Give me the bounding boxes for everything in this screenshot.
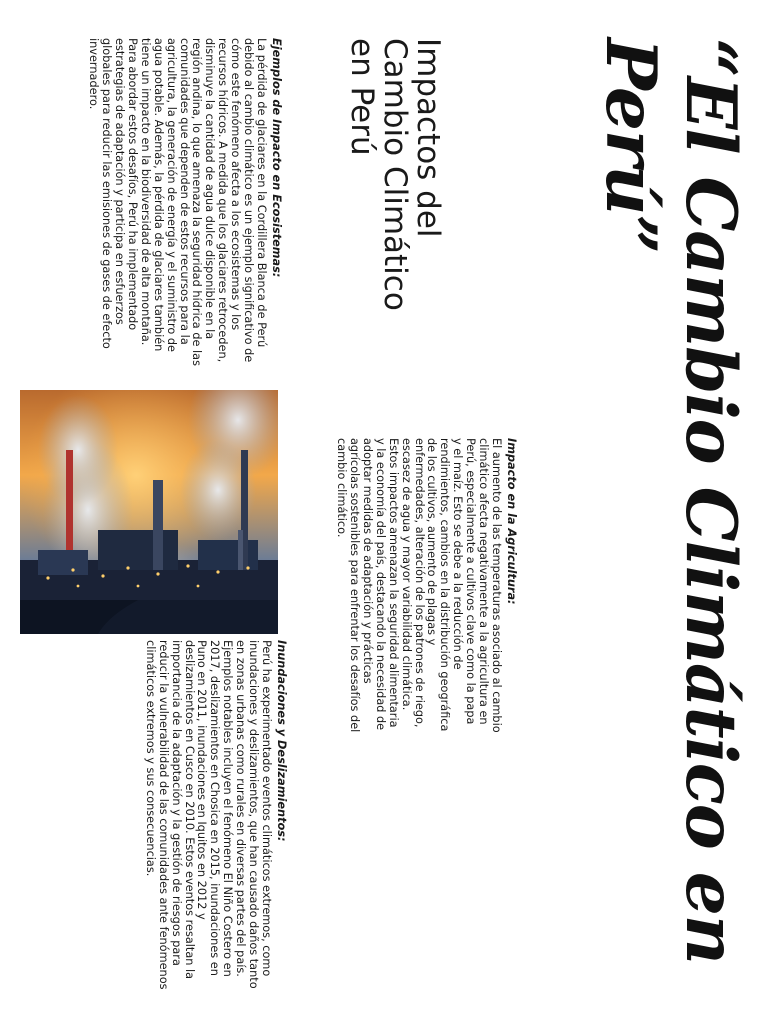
section-agriculture [334, 438, 518, 733]
section-heading: Ejemplos de Impacto en Ecosistemas: [270, 38, 283, 278]
section-body: La pérdida de glaciares en la Cordillera Blanca de Perú debido al cambio climático es un ejemplo significativo de cómo este fenómeno afecta a los ecosistemas y los recursos hídricos. A medida que los glaciares retroceden, disminuye la cantidad de agua dulce disponible en la región andina, lo que amenaza la seguridad hídrica de las comunidades que dependen de estos recursos para la agricultura, la generación de energía y el suministro de agua potable. Además, la pérdida de glaciares también tiene un impacto en la biodiversidad de alta montaña. Para abordar estos desafíos, Perú ha implementado estrategias de adaptación y participa en esfuerzos globales para reducir las emisiones de gases de efecto invernadero. [87, 38, 268, 366]
section-floods [143, 640, 288, 1005]
section-body: El aumento de las temperaturas asociado al cambio climático afecta negativamente a la agricultura en Perú, especialmente a cultivos clave como la papa y el maíz. Esto se debe a la reducción de rendimientos, cambios en la distribución geográfica de los cultivos, aumento de plagas y enfermedades, alteración de los patrones de riego, escasez de agua y mayor variabilidad climática. Estos impactos amenazan la seguridad alimentaria y la economía del país, destacando la necesidad de adoptar medidas de adaptación y prácticas agrícolas sostenibles para enfrentar los desafíos del cambio climático. [335, 438, 503, 733]
section-heading: Inundaciones y Deslizamientos: [275, 640, 288, 842]
subtitle: Impactos del Cambio Climático en Perú [344, 38, 446, 311]
section-ecosystems [86, 38, 283, 368]
industrial-smoke-photo [20, 390, 278, 634]
section-heading: Impacto en la Agricultura: [505, 438, 518, 605]
headline: “El Cambio Climático en Perú” [590, 38, 751, 964]
section-body: Perú ha experimentado eventos climáticos extremos, como inundaciones y deslizamientos, que han causado daños tanto en zonas urbanas como rurales en diversas partes del país. Ejemplos notables incluyen el fenómeno El Niño Costero en 2017, deslizamientos en Chosica en 2015, inundaciones en Puno en 2011, inundaciones en Iquitos en 2012 y deslizamientos en Cusco en 2010. Estos eventos resaltan la importancia de la adaptación y la gestión de riesgos para reducir la vulnerabilidad de las comunidades ante fenómenos climáticos extremos y sus consecuencias. [143, 640, 273, 990]
